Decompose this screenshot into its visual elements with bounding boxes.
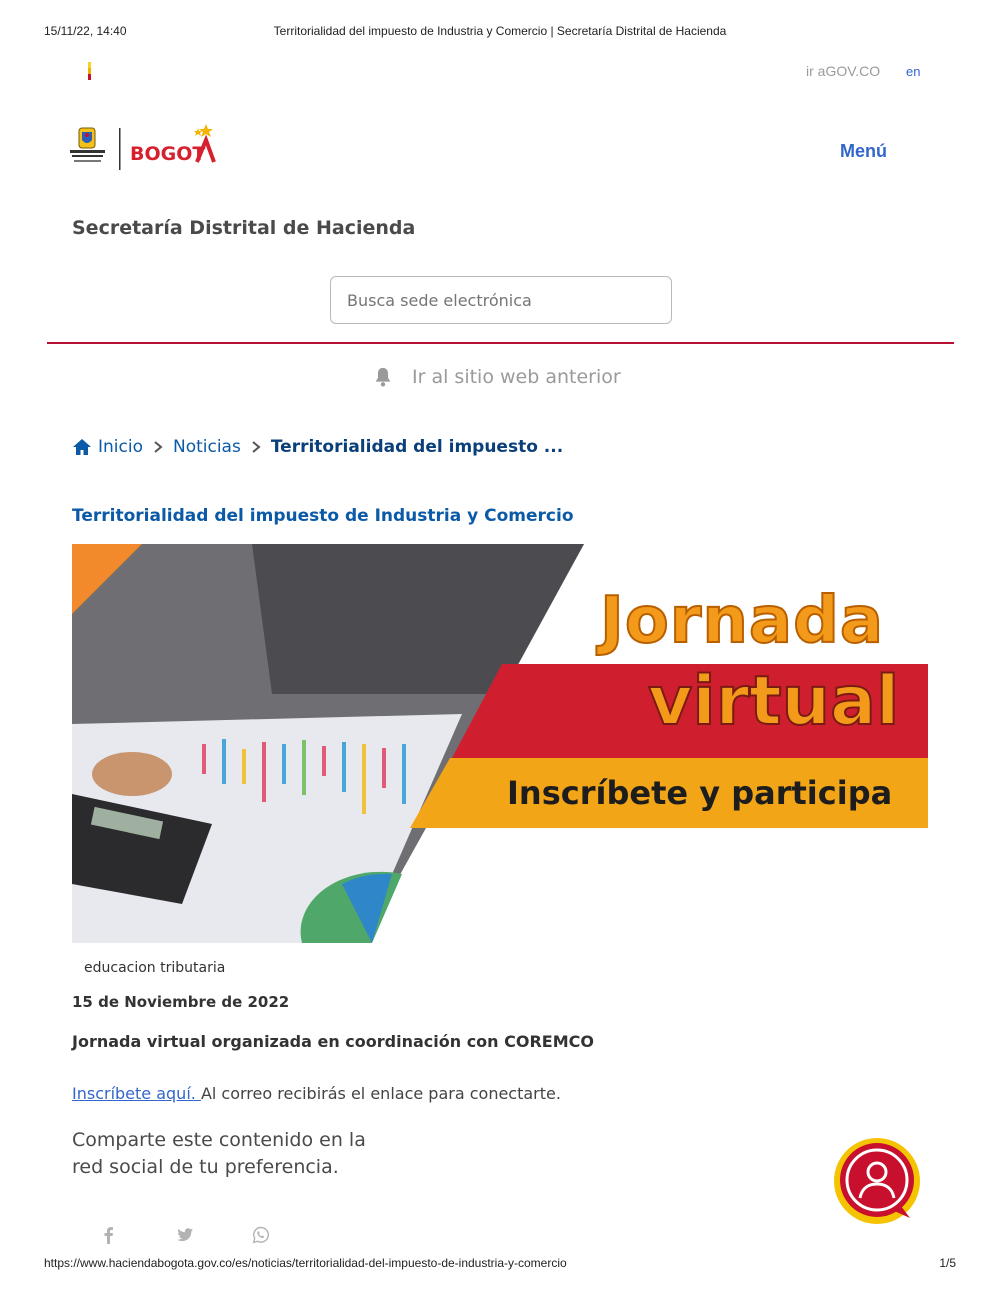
breadcrumb-current: Territorialidad del impuesto ...	[270, 437, 564, 457]
banner-line-3: Inscríbete y participa	[507, 774, 893, 812]
gov-bar	[0, 60, 1000, 84]
banner-line-2: virtual	[648, 662, 900, 741]
language-link[interactable]: en	[906, 64, 921, 79]
site-logo[interactable]	[70, 120, 220, 176]
home-icon	[72, 438, 92, 456]
share-prompt: Comparte este contenido en la red social de tu preferencia.	[72, 1129, 366, 1178]
print-footer	[44, 1256, 956, 1272]
register-link[interactable]: Inscríbete aquí.	[72, 1084, 201, 1103]
share-icons	[100, 1226, 270, 1244]
search-input[interactable]	[330, 276, 672, 324]
site-title: Secretaría Distrital de Hacienda	[72, 217, 416, 239]
print-datetime: 15/11/22, 14:40	[44, 24, 127, 38]
previous-site-label: Ir al sitio web anterior	[412, 366, 621, 388]
article-title: Territorialidad del impuesto de Industria y Comercio	[72, 506, 574, 526]
whatsapp-icon[interactable]	[252, 1226, 270, 1244]
article-banner-image	[72, 544, 928, 943]
print-url: https://www.haciendabogota.gov.co/es/noticias/territorialidad-del-impuesto-de-industria-y-comercio	[44, 1256, 567, 1270]
breadcrumb-home[interactable]: Inicio	[98, 437, 143, 457]
chevron-right-icon	[153, 441, 163, 453]
bell-icon	[372, 366, 394, 388]
bogota-logo-icon	[70, 120, 220, 176]
menu-button[interactable]: Menú	[840, 141, 887, 161]
article-tag[interactable]: educacion tributaria	[84, 960, 226, 976]
gov-co-link[interactable]: ir aGOV.CO	[806, 63, 881, 79]
print-header	[44, 24, 956, 40]
print-page-number: 1/5	[939, 1256, 956, 1270]
chevron-right-icon	[251, 441, 261, 453]
user-chat-icon	[832, 1136, 922, 1226]
facebook-icon[interactable]	[100, 1226, 118, 1244]
print-document-title: Territorialidad del impuesto de Industria y Comercio | Secretaría Distrital de Hacienda	[273, 24, 727, 38]
breadcrumb-section[interactable]: Noticias	[172, 437, 241, 457]
header-divider	[47, 342, 954, 344]
article-lead: Jornada virtual organizada en coordinación con COREMCO	[72, 1032, 594, 1051]
twitter-icon[interactable]	[176, 1226, 194, 1244]
colombia-flag-icon	[88, 62, 91, 80]
register-text: Al correo recibirás el enlace para conectarte.	[200, 1084, 561, 1103]
chat-support-button[interactable]	[832, 1136, 922, 1226]
article-body	[72, 1084, 561, 1103]
previous-site-link[interactable]	[372, 364, 621, 390]
banner-line-1: Jornada	[600, 584, 885, 658]
breadcrumb	[72, 437, 563, 457]
svg-text:BOGOT: BOGOT	[130, 143, 206, 165]
article-date: 15 de Noviembre de 2022	[72, 993, 290, 1011]
